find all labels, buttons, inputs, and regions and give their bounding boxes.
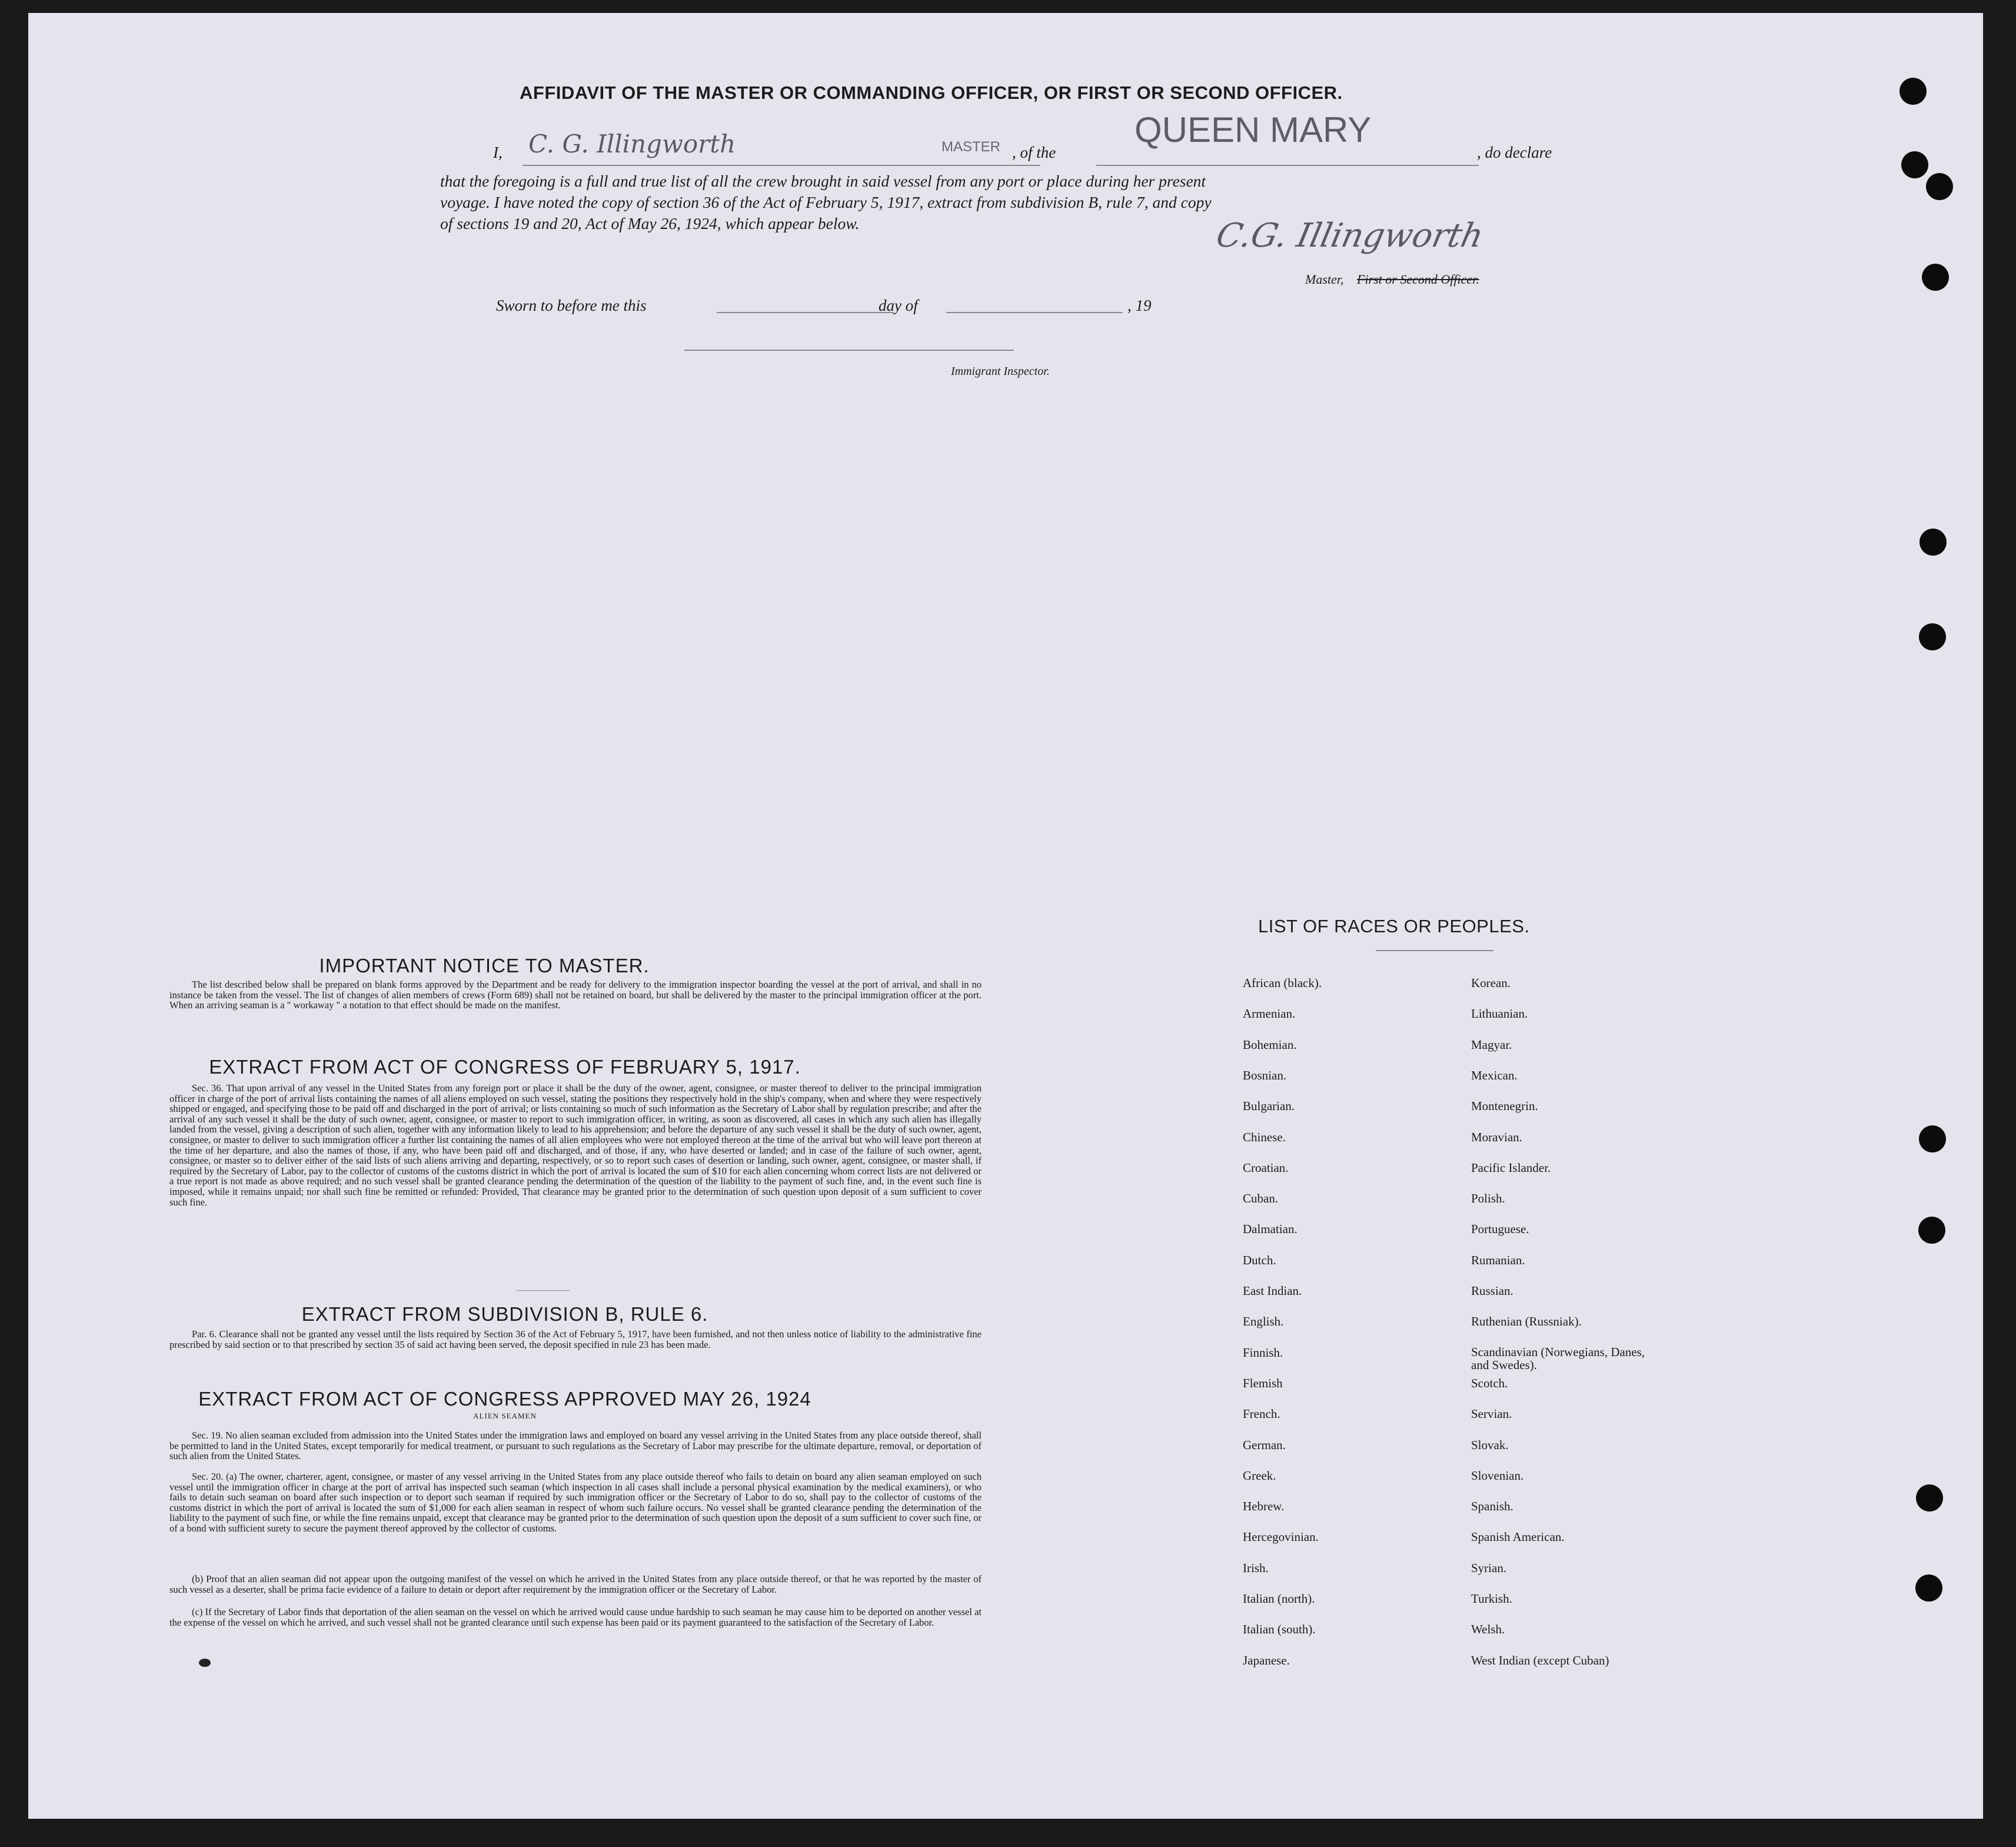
race-item: Pacific Islander. <box>1471 1160 1551 1175</box>
race-item: Spanish American. <box>1471 1530 1565 1544</box>
race-item: Welsh. <box>1471 1622 1505 1637</box>
race-item: Lithuanian. <box>1471 1006 1528 1021</box>
race-item: Italian (south). <box>1243 1622 1316 1637</box>
race-item: Chinese. <box>1243 1130 1286 1144</box>
extract-1924-subtitle: ALIEN SEAMEN <box>473 1411 537 1420</box>
race-item: German. <box>1243 1437 1286 1452</box>
race-item: Armenian. <box>1243 1006 1296 1021</box>
punch-hole <box>1919 1125 1946 1152</box>
race-item: Flemish <box>1243 1376 1283 1390</box>
inspector-label: Immigrant Inspector. <box>951 365 1050 378</box>
race-item: Portuguese. <box>1471 1222 1529 1237</box>
notice-title: IMPORTANT NOTICE TO MASTER. <box>319 955 650 976</box>
race-item: Syrian. <box>1471 1560 1507 1575</box>
race-item: East Indian. <box>1243 1284 1302 1298</box>
race-item: Dalmatian. <box>1243 1222 1298 1237</box>
race-item: Bosnian. <box>1243 1068 1287 1082</box>
extract-1917-title: EXTRACT FROM ACT OF CONGRESS OF FEBRUARY 5, 1917. <box>209 1056 801 1078</box>
race-item: Cuban. <box>1243 1191 1279 1206</box>
rank-stamp: MASTER <box>942 139 1001 155</box>
extract-1924-sec20a: Sec. 20. (a) The owner, charterer, agent, consignee, or master of any vessel arriving in the United States from any place outside thereof who fails to detain on board any alien seaman employed on such vessel until the immigration officer in charge at the port of arrival has inspected such seaman (which inspection in all cases shall include a personal physical examination by the medical examiners), or who fails to detain such seaman on board after such inspection or to deport such seaman if required by such immigration officer or the Secretary of Labor to do so, shall pay to the collector of customs of the customs district in which the port of arrival is located the sum of $1,000 for each alien seaman in respect of whom such failure occurs. No vessel shall be granted clearance pending the determination of the liability to the payment of such fine, or while the fine remains unpaid, except that clearance may be granted prior to the determination of such question upon the deposit of a sum sufficient to cover such fine, or of a bond with sufficient surety to secure the payment thereof approved by the collector of customs. <box>169 1471 982 1534</box>
race-item: Montenegrin. <box>1471 1099 1538 1114</box>
race-item: Turkish. <box>1471 1592 1512 1606</box>
race-item: Greek. <box>1243 1468 1276 1483</box>
race-item: Korean. <box>1471 976 1511 990</box>
race-item: Scotch. <box>1471 1376 1508 1390</box>
sworn-month-line <box>946 312 1123 313</box>
handwritten-master-name: C. G. Illingworth <box>528 129 736 158</box>
extract-1924-sec20b: (b) Proof that an alien seaman did not appear upon the outgoing manifest of the vessel on which he arrived in the United States from any place outside thereof, or that he was reported by the master of such vessel as a deserter, shall be prima facie evidence of a failure to detain or deport after requirement by the immigration officer or the Secretary of Labor. <box>169 1573 982 1595</box>
extract-1924-title: EXTRACT FROM ACT OF CONGRESS APPROVED MAY 26, 1924 <box>198 1388 811 1410</box>
form-page <box>28 13 1983 1819</box>
vessel-name-stamp: QUEEN MARY <box>1135 110 1372 150</box>
races-title: LIST OF RACES OR PEOPLES. <box>1258 916 1530 936</box>
affidavit-pronoun: I, <box>493 144 503 161</box>
race-item: West Indian (except Cuban) <box>1471 1653 1609 1667</box>
race-item: Polish. <box>1471 1191 1505 1206</box>
year-text: , 19 <box>1127 297 1152 314</box>
race-item: Russian. <box>1471 1284 1513 1298</box>
race-item: Bulgarian. <box>1243 1099 1295 1114</box>
declaration-line-3: of sections 19 and 20, Act of May 26, 1924, which appear below. <box>440 214 860 232</box>
master-signature: C.G. Illingworth <box>1213 217 1487 255</box>
vessel-underline <box>1096 165 1479 166</box>
first-second-officer-struck: First or Second Officer. <box>1357 272 1479 287</box>
extract-1917-text: Sec. 36. That upon arrival of any vessel in the United States from any foreign port or place it shall be the duty of the owner, agent, consignee, or master thereof to deliver to the principal immigration officer in charge of the port of arrival lists containing the names of all aliens employed on such vessel, stating the positions they respectively hold in the ship's company, when and where they were respectively shipped or engaged, and specifying those to be paid off and discharged in the port of arrival; or lists containing so much of such information as the Secretary of Labor shall by regulation prescribe; and after the arrival of any such vessel it shall be the duty of such owner, agent, consignee, or master to report to such immigration officer, in writing, as soon as discovered, all cases in which any such alien has illegally landed from the vessel, giving a description of such alien, together with any information likely to lead to his apprehension; and before the departure of any such vessel it shall be the duty of such owner, agent, consignee, or master to deliver to such immigration officer a further list containing the names of all alien employees who were not employed thereon at the time of the arrival but who will leave port thereon at the time of her departure, and also the names of those, if any, who have been paid off and discharged, and of those, if any, who have deserted or landed; and in case of the failure of such owner, agent, consignee, or master so to deliver either of the said lists of such aliens arriving and departing, respectively, or so to report such cases of desertion or landing, such owner, agent, consignee, or master shall, if required by the Secretary of Labor, pay to the collector of customs of the customs district in which the port of arrival is located the sum of $10 for each alien concerning whom correct lists are not delivered or a true report is not made as above required; and no such vessel shall be granted clearance pending the determination of the question of the liability to the payment of such fine, and, in the event such fine is imposed, while it remains unpaid; nor shall such fine be remitted or refunded: Provided, That clearance may be granted prior to the determination of such question upon deposit of a sum sufficient to cover such fine. <box>169 1082 982 1208</box>
race-item: Bohemian. <box>1243 1037 1297 1052</box>
ink-speck <box>199 1659 211 1667</box>
race-item: Finnish. <box>1243 1345 1283 1360</box>
master-label: Master, <box>1305 272 1344 287</box>
sworn-text: Sworn to before me this <box>496 297 647 314</box>
punch-hole <box>1919 529 1947 556</box>
sworn-day-line <box>717 312 893 313</box>
punch-hole <box>1919 623 1946 650</box>
race-item: Spanish. <box>1471 1499 1513 1514</box>
punch-hole <box>1915 1574 1942 1602</box>
do-declare-text: , do declare <box>1477 144 1552 161</box>
race-item: Slovenian. <box>1471 1468 1524 1483</box>
races-title-rule <box>1376 950 1493 951</box>
race-item: Irish. <box>1243 1560 1269 1575</box>
race-item: Japanese. <box>1243 1653 1290 1667</box>
punch-hole <box>1899 78 1927 105</box>
race-item: African (black). <box>1243 976 1322 990</box>
race-item: Ruthenian (Russniak). <box>1471 1314 1582 1329</box>
punch-hole <box>1918 1217 1945 1244</box>
declaration-line-1: that the foregoing is a full and true list of all the crew brought in said vessel from any port or place during her present <box>440 172 1206 190</box>
punch-hole <box>1922 264 1949 291</box>
day-of-text: day of <box>879 297 918 314</box>
subdivision-text: Par. 6. Clearance shall not be granted any vessel until the lists required by Section 36 of the Act of February 5, 1917, have been furnished, and not then unless notice of liability to the administrative fine prescribed by said section or to that prescribed by section 35 of said act having been served, the deposit specified in rule 23 has been made. <box>169 1328 982 1350</box>
notice-text: The list described below shall be prepared on blank forms approved by the Department and be ready for delivery to the immigration inspector boarding the vessel at the port of arrival, and shall in no instance be taken from the vessel. The list of changes of alien members of crews (Form 689) shall not be retained on board, but shall be delivered by the master to the principal immigration officer at the port. When an arriving seaman is a " workaway " a notation to that effect should be made on the manifest. <box>169 979 982 1011</box>
subdivision-title: EXTRACT FROM SUBDIVISION B, RULE 6. <box>301 1303 708 1325</box>
race-item: Hercegovinian. <box>1243 1530 1319 1544</box>
race-item: Moravian. <box>1471 1130 1522 1144</box>
declaration-line-2: voyage. I have noted the copy of section 36 of the Act of February 5, 1917, extract from subdivision B, rule 7, and copy <box>440 193 1212 211</box>
race-item: English. <box>1243 1314 1284 1329</box>
race-item: Magyar. <box>1471 1037 1512 1052</box>
punch-hole <box>1901 151 1928 178</box>
race-item: Dutch. <box>1243 1253 1276 1267</box>
punch-hole <box>1916 1484 1943 1512</box>
extract-1924-sec19: Sec. 19. No alien seaman excluded from admission into the United States under the immigration laws and employed on board any vessel arriving in the United States from any place outside thereof, shall be permitted to land in the United States, except temporarily for medical treatment, or pursuant to such regulations as the Secretary of Labor may prescribe for the ultimate departure, removal, or deportation of such alien from the United States. <box>169 1430 982 1462</box>
affidavit-title: AFFIDAVIT OF THE MASTER OR COMMANDING OFFICER, OR FIRST OR SECOND OFFICER. <box>520 82 1343 103</box>
race-item: Mexican. <box>1471 1068 1518 1082</box>
race-item: Rumanian. <box>1471 1253 1525 1267</box>
race-item: Croatian. <box>1243 1160 1289 1175</box>
inspector-signature-line <box>684 350 1014 351</box>
punch-hole <box>1926 173 1953 200</box>
race-item: Hebrew. <box>1243 1499 1285 1514</box>
race-item: French. <box>1243 1407 1280 1421</box>
name-underline <box>523 165 1040 166</box>
extract-1924-sec20c: (c) If the Secretary of Labor finds that deportation of the alien seaman on the vessel on which he arrived would cause undue hardship to such seaman he may cause him to be deported on another vessel at the expense of the vessel on which he arrived, and such vessel shall not be granted clearance until such expense has been paid or its payment guaranteed to the satisfaction of the Secretary of Labor. <box>169 1606 982 1628</box>
race-item: Italian (north). <box>1243 1592 1315 1606</box>
of-the-text: , of the <box>1012 144 1056 161</box>
race-item: Servian. <box>1471 1407 1512 1421</box>
race-item: Slovak. <box>1471 1437 1509 1452</box>
divider <box>517 1290 570 1291</box>
race-item: Scandinavian (Norwegians, Danes, and Swedes). <box>1471 1344 1645 1372</box>
